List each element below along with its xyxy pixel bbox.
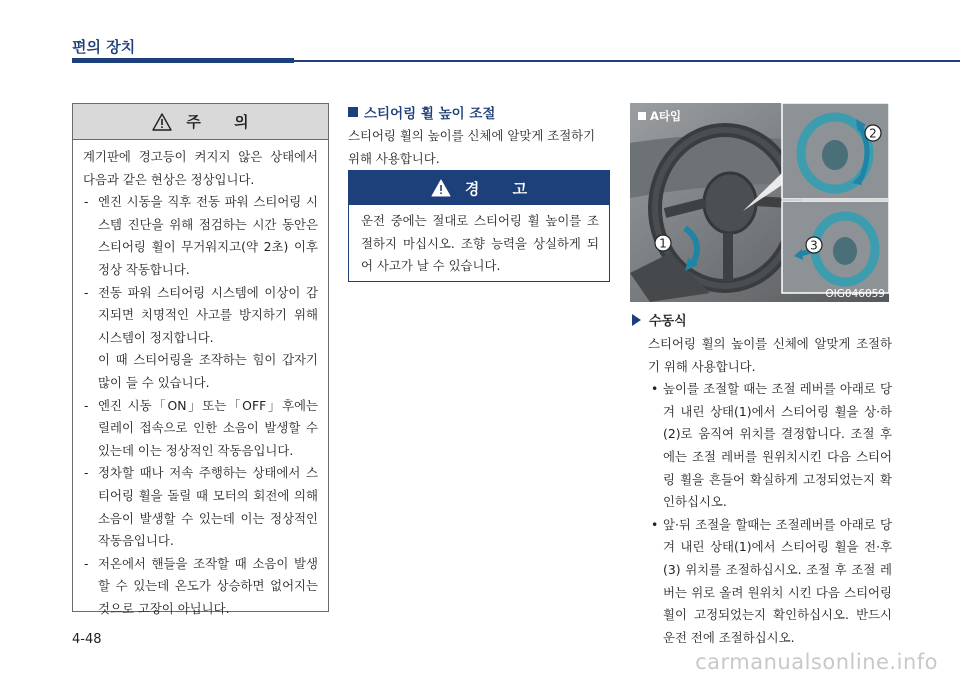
caution-item <box>83 282 318 395</box>
warning-title: 경 고 <box>464 179 542 198</box>
section-title <box>348 102 495 122</box>
svg-text:3: 3 <box>810 238 818 253</box>
section-text: 스티어링 휠의 높이를 신체에 알맞게 조절하기 위해 사용합니다. <box>348 128 596 166</box>
svg-text:1: 1 <box>659 236 667 251</box>
manual-item: • 앞·뒤 조절을 할때는 조절레버를 아래로 당겨 내린 상태(1)에서 스티어링 휠을 전·후(3) 위치를 조절하십시오. 조절 후 조절 레버는 위로 올려 원위치 시킨 다음 스티어링 휠이 고정되었는지 확인하십시오. 반드시 운전 전에 조절하십시오. <box>648 514 892 650</box>
caution-item-text: 저온에서 핸들을 조작할 때 소음이 발생할 수 있는데 온도가 상승하면 없어지는 것으로 고장이 아닙니다. <box>98 555 318 616</box>
page-header-title: 편의 장치 <box>72 38 136 56</box>
figure-marker-3 <box>806 237 822 253</box>
caution-body <box>73 140 328 620</box>
section-title-text: 스티어링 휠 높이 조절 <box>364 106 496 122</box>
caution-item <box>83 462 318 552</box>
warning-header <box>349 171 609 205</box>
svg-text:2: 2 <box>869 126 877 141</box>
figure-marker-2 <box>865 125 881 141</box>
caution-header <box>73 104 328 140</box>
caution-item-text: 전동 파워 스티어링 시스템에 이상이 감지되면 치명적인 사고를 방지하기 위해 시스템이 정지합니다. <box>98 284 318 345</box>
figure-caption-text: A타입 <box>650 109 682 123</box>
caution-intro: 계기판에 경고등이 켜지지 않은 상태에서 다음과 같은 현상은 정상입니다. <box>83 149 318 187</box>
caution-item <box>83 191 318 281</box>
section-square-icon <box>348 107 358 117</box>
manual-heading <box>632 310 687 329</box>
caution-item <box>83 553 318 621</box>
manual-intro: 스티어링 휠의 높이를 신체에 알맞게 조절하기 위해 사용합니다. <box>648 336 892 374</box>
steering-wheel-illustration <box>630 103 889 302</box>
manual-list <box>648 378 892 649</box>
caution-item <box>83 395 318 463</box>
caution-list <box>83 191 318 620</box>
manual-title: 수동식 <box>649 314 687 329</box>
watermark: carmanualsonline.info <box>695 650 938 674</box>
manual-item: • 높이를 조절할 때는 조절 레버를 아래로 당겨 내린 상태(1)에서 스티어링 휠을 상·하(2)로 움직여 위치를 결정합니다. 조절 후에는 조절 레버를 원위치시킨 다음 스티어링 휠을 흔들어 확실하게 고정되었는지 확인하십시오. <box>648 378 892 514</box>
steering-wheel-figure <box>630 103 889 302</box>
caution-title: 주 의 <box>186 113 263 131</box>
warning-triangle-icon <box>431 179 451 197</box>
header-rule-thick <box>72 58 294 63</box>
warning-text: 운전 중에는 절대로 스티어링 휠 높이를 조절하지 마십시오. 조향 능력을 상실하게 되어 사고가 날 수 있습니다. <box>361 213 599 274</box>
figure-caption <box>638 108 681 124</box>
manual-body <box>648 333 892 649</box>
figure-code: OIG046059 <box>825 288 885 300</box>
caption-square-icon <box>638 112 646 120</box>
caution-item-text: 엔진 시동「ON」또는「OFF」후에는 릴레이 접속으로 인한 소음이 발생할 수 있는데 이는 정상적인 작동음입니다. <box>98 397 318 458</box>
caution-triangle-icon <box>152 113 172 131</box>
warning-box <box>348 170 610 282</box>
triangle-right-icon <box>632 314 641 326</box>
caution-item-text: 정차할 때나 저속 주행하는 상태에서 스티어링 휠을 돌릴 때 모터의 회전에 의해 소음이 발생할 수 있는데 이는 정상적인 작동음입니다. <box>98 465 318 549</box>
caution-item-text: 엔진 시동을 직후 전동 파워 스티어링 시스템 진단을 위해 점검하는 시간 동안은 스티어링 휠이 무거워지고(약 2초) 이후 정상 작동합니다. <box>98 194 318 277</box>
page-number: 4-48 <box>72 632 102 647</box>
figure-marker-1 <box>655 235 671 251</box>
header-rule-thin <box>294 60 960 62</box>
caution-item-subtext: 이 때 스티어링을 조작하는 힘이 갑자기 많이 들 수 있습니다. <box>98 352 318 390</box>
caution-box <box>72 103 329 616</box>
